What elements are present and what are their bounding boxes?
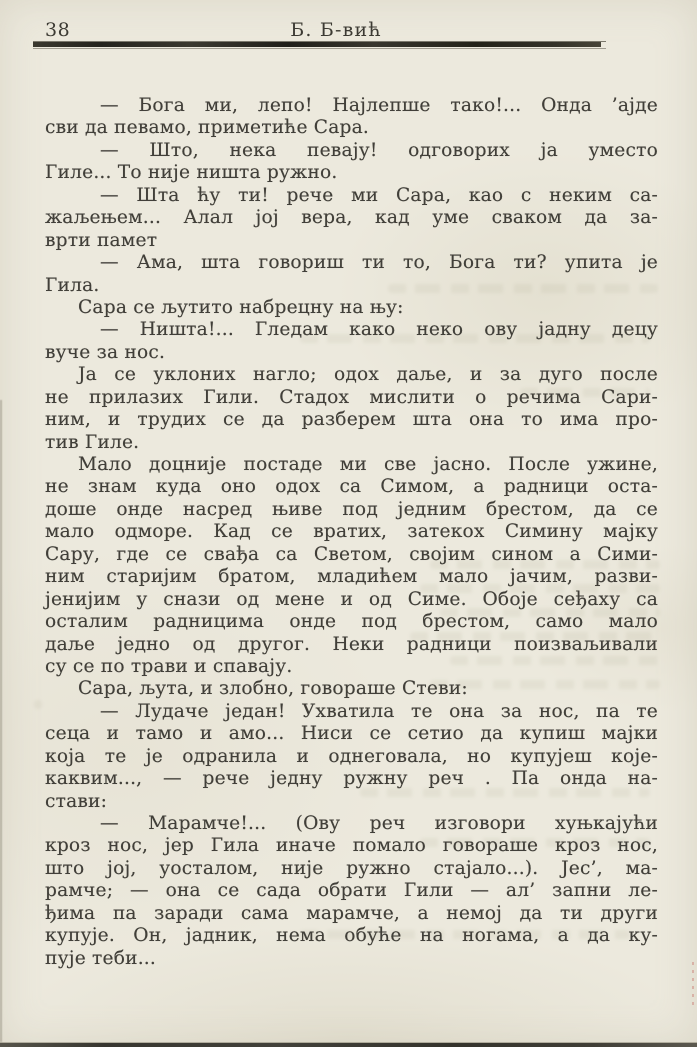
text-line: што јој, уосталом, није ружно стајало...). Јес’, ма-: [45, 857, 658, 879]
text-line: јенијим у снази од мене и од Симе. Обоје сеђаху са: [45, 588, 658, 610]
text-line: — Што, нека певају! одговорих ја уместо: [100, 139, 658, 161]
text-line: — Ништа!... Гледам како неко ову јадну децу: [100, 319, 658, 341]
text-line: Гила.: [45, 274, 100, 296]
text-line: ним старијим братом, младићем мало јачим, разви-: [45, 566, 658, 588]
text-line: доше онде насред њиве под једним брестом, да се: [45, 498, 658, 520]
text-line: ним, и трудих се да разберем шта она то има про-: [45, 409, 658, 431]
text-line: купује. Он, јадник, нема обуће на ногама, а да ку-: [45, 925, 658, 947]
text-line: осталим радницима онде под брестом, само мало: [45, 611, 658, 633]
text-line: сви да певамо, приметиће Сара.: [45, 117, 369, 139]
text-line: Мало доцније постаде ми све јасно. После ужине,: [78, 454, 658, 475]
text-line: — Ама, шта говориш ти то, Бога ти? упита је: [100, 252, 658, 274]
text-line: не прилазих Гили. Стадох мислити о речима Сари-: [45, 386, 658, 408]
page-number: 38: [45, 19, 71, 41]
text-line: ђима па заради сама марамче, а немој да ти други: [45, 902, 658, 924]
text-line: не знам куда оно одох са Симом, а радници оста-: [45, 476, 658, 498]
text-line: Сару, где се свађа са Светом, својим сином а Сими-: [45, 543, 658, 565]
header-rule-thick: [33, 42, 601, 47]
text-line: — Бога ми, лепо! Најлепше тако!... Онда ’ајде: [100, 95, 658, 116]
text-line: су се по трави и спавају.: [45, 655, 293, 677]
text-line: мало одморе. Кад се вратих, затекох Симину мајку: [45, 521, 658, 543]
text-line: која те је одранила и однеговала, но купујеш које-: [45, 745, 658, 767]
text-line: сеца и тамо и амо... Ниси се сетио да купиш мајки: [45, 723, 658, 745]
text-line: вуче за нос.: [45, 341, 166, 363]
header-rule-thin-bottom: [33, 48, 606, 49]
text-line: рамче; — она се сада обрати Гили — ал’ запни ле-: [45, 880, 658, 902]
text-line: — Марамче!... (Ову реч изговори хуњкајући: [100, 813, 658, 834]
text-line: Сара се љутито набрецну на њу:: [78, 296, 404, 318]
text-line: врти памет: [45, 229, 158, 251]
text-block: [45, 95, 658, 970]
text-line: кроз нос, јер Гила иначе помало говораше кроз нос,: [45, 835, 658, 857]
text-line: даље једно од другог. Неки радници поизваљивали: [45, 633, 658, 655]
text-line: жаљењем... Алал јој вера, кад уме сваком да за-: [45, 207, 658, 229]
scan-edge-marks: [692, 962, 694, 1010]
text-line: пује теби...: [45, 947, 157, 969]
scan-bottom-edge: [0, 1043, 697, 1047]
text-line: — Лудаче један! Ухватила те она за нос, па те: [100, 700, 658, 722]
text-line: Ја се уклоних нагло; одох даље, и за дуго после: [78, 364, 658, 386]
text-line: тив Гиле.: [45, 431, 140, 453]
text-line: Сара, љута, и злобно, говораше Стеви:: [78, 678, 468, 700]
text-line: каквим..., — рече једну ружну реч . Па онда на-: [45, 768, 658, 790]
text-line: — Шта ћу ти! рече ми Сара, као с неким са-: [100, 184, 658, 206]
running-title: Б. Б-вић: [290, 19, 382, 41]
scan-left-crease: [0, 400, 2, 1042]
show-through-ghost: [34, 700, 42, 709]
page-header: [45, 19, 652, 39]
text-line: Гиле... То није ништа ружно.: [45, 162, 338, 184]
text-line: стави:: [45, 790, 108, 812]
